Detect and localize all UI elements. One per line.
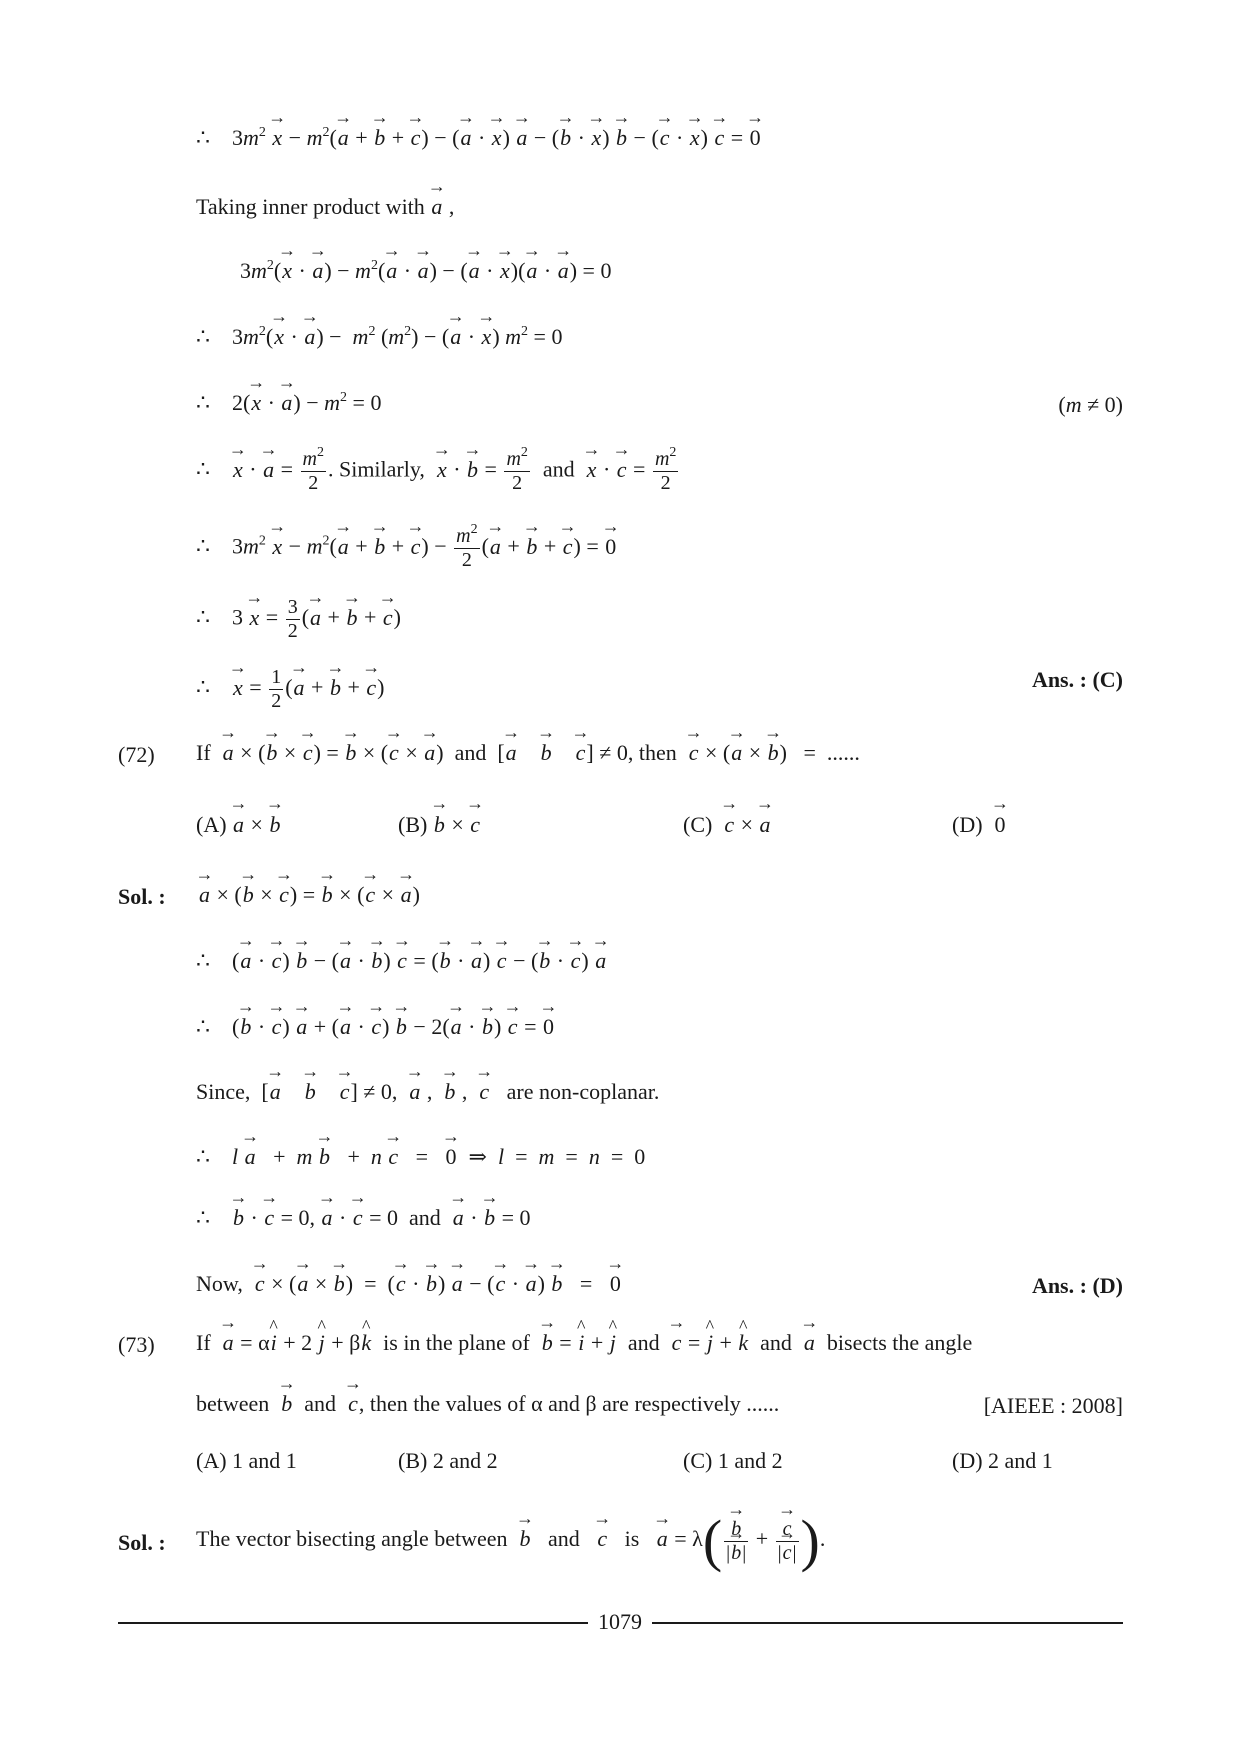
eq-line-4: ∴ 2(→ x · → $a) - m^2 = 0$ xyxy=(196,392,381,414)
sol72-line-7: Now, → c × (→ a × → b) = (→ c · → b) → a − (→ c · → a) → b = → 0 xyxy=(196,1273,622,1295)
q73-bisects: bisects the angle xyxy=(826,1330,973,1355)
q73-option-b: (B) 2 and 2 xyxy=(398,1448,498,1473)
similarly-text: . Similarly, xyxy=(327,456,425,482)
option-a-label: (A) xyxy=(196,812,227,837)
now-text: Now, xyxy=(196,1271,243,1296)
sol-72-label: Sol. : xyxy=(118,884,166,909)
q73-option-a: (A) 1 and 1 xyxy=(196,1448,297,1473)
q73-and-3: and xyxy=(304,1391,337,1416)
question-72-text: If → a × (→ b × → c) = → b × (→ c × → a) and [→ a → b → c] ≠ 0, then → c × (→ a × → b) = ...... xyxy=(196,742,860,764)
q73-option-c: (C) 1 and 2 xyxy=(683,1448,783,1473)
q72-option-c: (C) → c × → a xyxy=(683,812,772,838)
q73-and-1: and xyxy=(627,1330,660,1355)
q72-option-b: (B) → b × → c xyxy=(398,812,481,838)
answer-72: Ans. : (D) xyxy=(1031,1273,1123,1298)
taking-inner-product: Taking inner product with → a , xyxy=(196,196,454,218)
q73-then-values: , then the values of α and β are respectively ...... xyxy=(358,1391,780,1416)
option-c-label: (C) xyxy=(683,812,713,837)
sol72-line-1: → a × (→ b × → c) = → b × (→ c × → a) xyxy=(198,884,420,906)
eq-line-1: ∴ $3m^2 \to x - m^2(\to a$ + → b + → c) − (→ a · → x) → a − (→ b · → x) → b − (→ c · → x) → c = → 0 xyxy=(196,127,762,149)
sol73-is: is xyxy=(624,1526,640,1552)
aieee-source: [AIEEE : 2008] xyxy=(983,1393,1123,1418)
and-word: and xyxy=(409,1205,441,1230)
sol73-text: The vector bisecting angle between xyxy=(196,1526,508,1552)
sol-73-label: Sol. : xyxy=(118,1530,166,1555)
sol72-line-5: ∴ l → a + m → b + n → c = → 0 ⇒ l = m = n = 0 xyxy=(196,1146,645,1168)
sol72-line-3: ∴ (→ b · → c) → a + (→ a · → c) → b − 2(→ a · → b) → c = → 0 xyxy=(196,1016,555,1038)
sol73-line-1: The vector bisecting angle between → b and → c is → a = λ( → $\frac{b}{|\to b|}$ + → $\frac{c}{|\to c|}$ ). xyxy=(196,1512,825,1570)
q72-if: If xyxy=(196,740,211,765)
q72-dots: ...... xyxy=(826,740,860,765)
eq-line-3: ∴ $3m^2(\to x$ · → $a) - m^2$ $(m^2)$ − (→ a · → x) $m^2 = 0$ xyxy=(196,326,562,348)
answer-71: Ans. : (C) xyxy=(1031,667,1123,692)
eq-line-6: ∴ $3m^2 \to x - m^2(\to a$ + → b + → c) − $\frac{m^2}{2}$ (→ a + → b + → c) = → 0 xyxy=(196,525,617,572)
page-number: 1079 xyxy=(598,1609,642,1634)
eq-line-5: ∴ → x · → a = $\frac{m^2}{2}$ . Similarly, → x · → b = $\frac{m^2}{2}$ and → x · → c = $\frac{m^2}{2}$ xyxy=(196,448,680,495)
q73-if: If xyxy=(196,1330,211,1355)
sol72-line-2: ∴ (→ a · → c) → b − (→ a · → b) → c = (→ b · → a) → c − (→ b · → c) → a xyxy=(196,950,607,972)
and-text: and xyxy=(542,456,575,482)
q73-and-2: and xyxy=(760,1330,792,1355)
footer-rule-right xyxy=(652,1622,1123,1624)
sol72-line-6: ∴ → b · → c = 0, → a · → c = 0 and → a · → b = 0 xyxy=(196,1207,531,1229)
question-73-text-1: If → a = α^ i + 2 ^ j + β^ k is in the plane of → b = ^ i + ^ j and → c = ^ j + ^ k and → a bisects the angle xyxy=(196,1332,972,1354)
q73-in-plane: is in the plane of xyxy=(383,1330,530,1355)
sol72-line-4: Since, [→ a → b → c] ≠ 0, → a , → b , → c are non-coplanar. xyxy=(196,1081,659,1103)
question-73-number: (73) xyxy=(118,1332,155,1357)
eq-line-8: ∴ → x = $\frac{1}{2}$ (→ a + → b + → c) xyxy=(196,666,384,713)
q72-and: and xyxy=(454,740,487,765)
noncoplanar-text: are non-coplanar. xyxy=(506,1079,660,1104)
question-73-text-2: between → b and → c, then the values of α and β are respectively ...... xyxy=(196,1393,779,1415)
question-72-number: (72) xyxy=(118,742,155,767)
q73-option-d: (D) 2 and 1 xyxy=(952,1448,1053,1473)
m-nonzero-note: (m ≠ 0) xyxy=(1058,392,1123,417)
option-d-label: (D) xyxy=(952,812,983,837)
q72-option-d: (D) → 0 xyxy=(952,812,1007,838)
since-text: Since, xyxy=(196,1079,251,1104)
q72-then: , then xyxy=(627,740,677,765)
eq-line-2: $3m^2(\to x$ · → $a) - m^2(\to a$ · → a) − (→ a · → x)(→ a · → a) = 0 xyxy=(240,260,611,282)
footer-rule-left xyxy=(118,1622,588,1624)
eq-line-7: ∴ 3 → x = $\frac{3}{2}$ (→ a + → b + → c) xyxy=(196,596,401,643)
q72-option-a: (A) → a × → b xyxy=(196,812,281,838)
taking-text: Taking inner product with xyxy=(196,194,425,219)
sol73-and: and xyxy=(548,1526,580,1552)
q73-between: between xyxy=(196,1391,270,1416)
option-b-label: (B) xyxy=(398,812,428,837)
